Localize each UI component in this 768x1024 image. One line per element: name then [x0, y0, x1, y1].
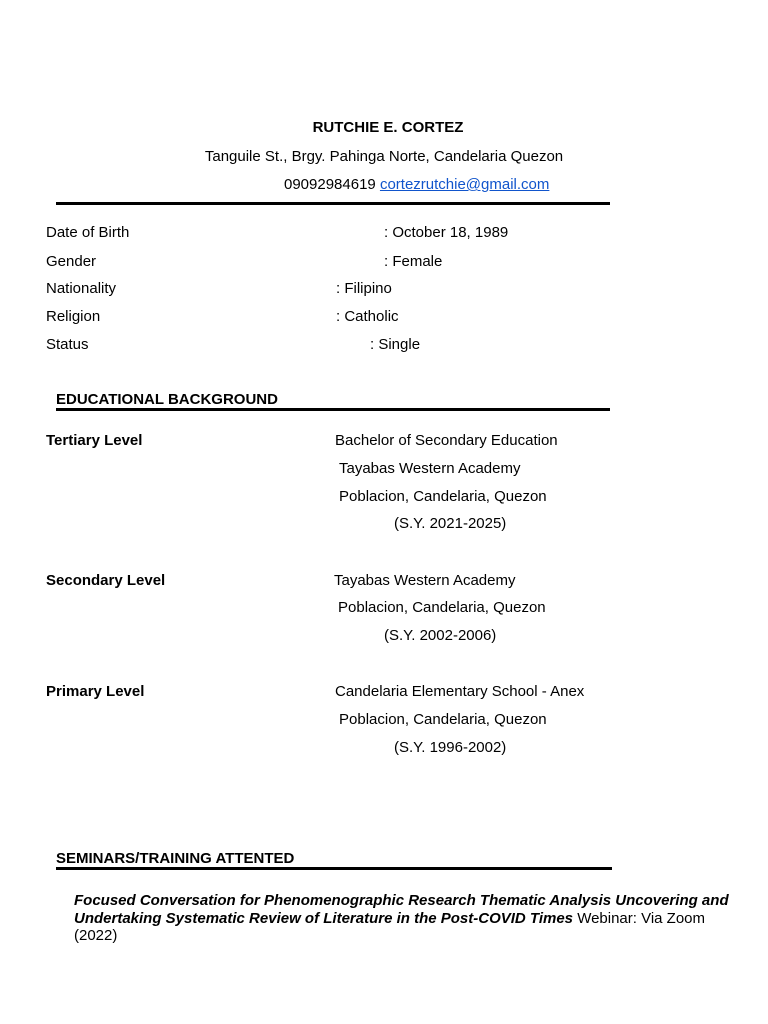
seminar-entry: [74, 892, 734, 945]
contact-line: [284, 176, 549, 193]
tertiary-location: Poblacion, Candelaria, Quezon: [339, 488, 547, 505]
dob-label: Date of Birth: [46, 224, 130, 241]
primary-years: (S.Y. 1996-2002): [394, 739, 507, 756]
header-divider: [56, 202, 610, 205]
seminars-heading: SEMINARS/TRAINING ATTENTED: [56, 850, 295, 867]
gender-label: Gender: [46, 253, 97, 270]
applicant-name: RUTCHIE E. CORTEZ: [312, 119, 464, 136]
gender-value: : Female: [384, 253, 443, 270]
dob-value: : October 18, 1989: [384, 224, 509, 241]
education-divider: [56, 408, 610, 411]
seminar-title: Focused Conversation for Phenomenographic Research Thematic Analysis Uncovering and Undertaking Systematic Review of Literature in the Post-COVID Times: [74, 892, 729, 927]
secondary-level-label: Secondary Level: [46, 572, 166, 589]
nationality-label: Nationality: [46, 280, 117, 297]
primary-school: Candelaria Elementary School - Anex: [335, 683, 585, 700]
email-link[interactable]: cortezrutchie@gmail.com: [379, 176, 550, 193]
tertiary-level-label: Tertiary Level: [46, 432, 143, 449]
tertiary-degree: Bachelor of Secondary Education: [335, 432, 558, 449]
phone-number: 09092984619: [284, 176, 376, 193]
tertiary-school: Tayabas Western Academy: [339, 460, 521, 477]
secondary-location: Poblacion, Candelaria, Quezon: [338, 599, 546, 616]
primary-location: Poblacion, Candelaria, Quezon: [339, 711, 547, 728]
status-value: : Single: [370, 336, 421, 353]
nationality-value: : Filipino: [336, 280, 392, 297]
primary-level-label: Primary Level: [46, 683, 145, 700]
education-heading: EDUCATIONAL BACKGROUND: [56, 391, 278, 408]
tertiary-years: (S.Y. 2021-2025): [394, 515, 507, 532]
religion-label: Religion: [46, 308, 101, 325]
secondary-school: Tayabas Western Academy: [334, 572, 516, 589]
applicant-address: Tanguile St., Brgy. Pahinga Norte, Candelaria Quezon: [204, 148, 564, 165]
seminar-details: Webinar: Via Zoom (2022): [74, 909, 706, 944]
status-label: Status: [46, 336, 89, 353]
religion-value: : Catholic: [336, 308, 399, 325]
secondary-years: (S.Y. 2002-2006): [384, 627, 497, 644]
seminars-divider: [56, 867, 612, 870]
